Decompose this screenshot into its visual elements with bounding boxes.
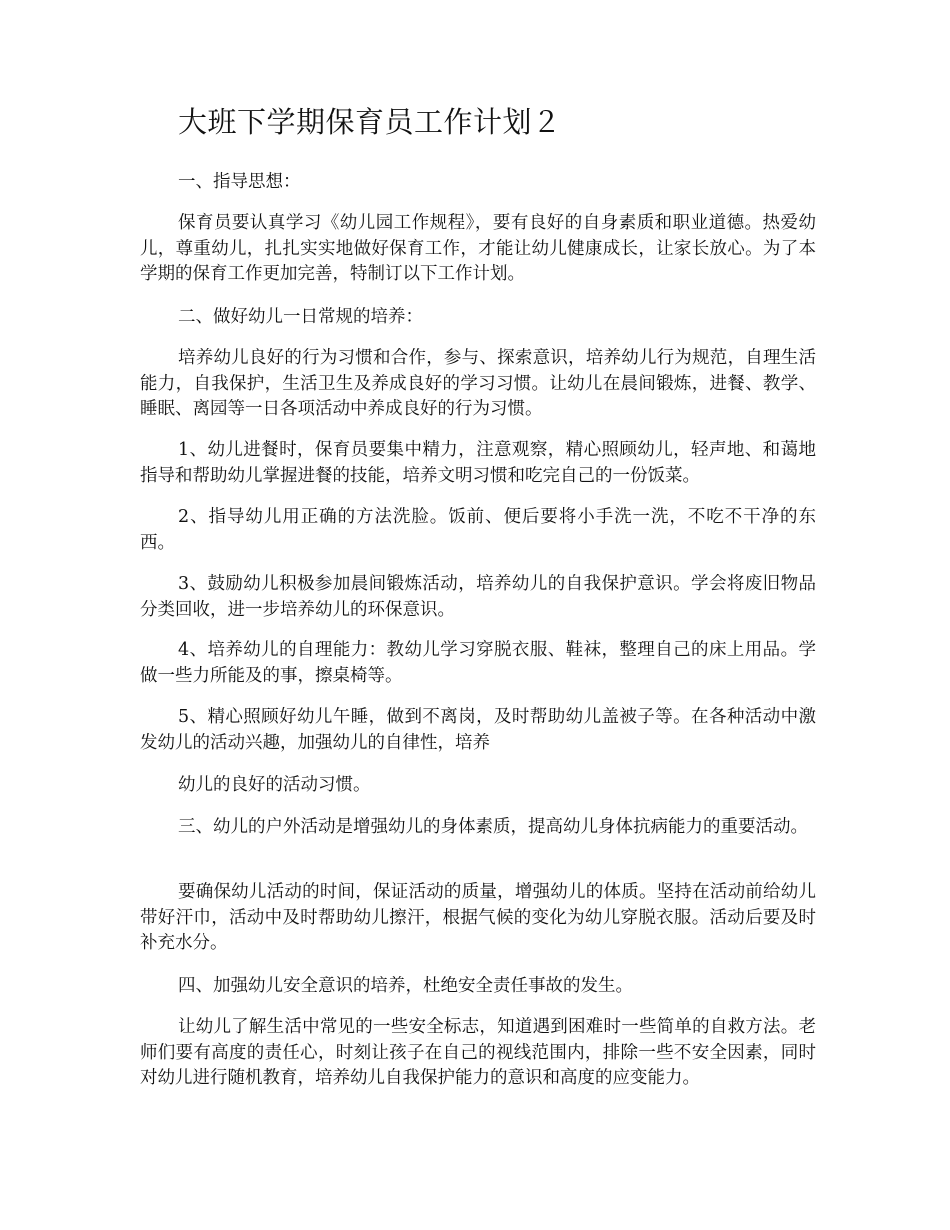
- section-heading-1: 一、指导思想：: [178, 172, 301, 192]
- paragraph-guiding-thought: 保育员要认真学习《幼儿园工作规程》，要有良好的自身素质和职业道德。热爱幼儿，尊重幼儿，扎扎实实地做好保育工作，才能让幼儿健康成长，让家长放心。为了本学期的保育工作更加完善，特制订以下工作计划。: [140, 213, 816, 284]
- document-title: 大班下学期保育员工作计划２: [178, 105, 562, 139]
- section-heading-2: 二、做好幼儿一日常规的培养：: [178, 307, 423, 327]
- paragraph-daily-routine: 培养幼儿良好的行为习惯和合作，参与、探索意识，培养幼儿行为规范，自理生活能力，自我保护，生活卫生及养成良好的学习习惯。让幼儿在晨间锻炼，进餐、教学、睡眠、离园等一日各项活动中养成良好的行为习惯。: [140, 348, 816, 419]
- list-item-5: 5、精心照顾好幼儿午睡，做到不离岗，及时帮助幼儿盖被子等。在各种活动中激发幼儿的活动兴趣，加强幼儿的自律性，培养: [140, 707, 816, 753]
- paragraph-outdoor-activity: 要确保幼儿活动的时间，保证活动的质量，增强幼儿的体质。坚持在活动前给幼儿带好汗巾，活动中及时帮助幼儿擦汗，根据气候的变化为幼儿穿脱衣服。活动后要及时补充水分。: [140, 882, 816, 953]
- paragraph-safety: 让幼儿了解生活中常见的一些安全标志，知道遇到困难时一些简单的自救方法。老师们要有高度的责任心，时刻让孩子在自己的视线范围内，排除一些不安全因素，同时对幼儿进行随机教育，培养幼儿自我保护能力的意识和高度的应变能力。: [140, 1017, 816, 1088]
- section-heading-4: 四、加强幼儿安全意识的培养，杜绝安全责任事故的发生。: [178, 976, 633, 996]
- list-item-3: 3、鼓励幼儿积极参加晨间锻炼活动，培养幼儿的自我保护意识。学会将废旧物品分类回收，进一步培养幼儿的环保意识。: [140, 574, 816, 620]
- list-item-1: 1、幼儿进餐时，保育员要集中精力，注意观察，精心照顾幼儿，轻声地、和蔼地指导和帮助幼儿掌握进餐的技能，培养文明习惯和吃完自己的一份饭菜。: [140, 440, 816, 486]
- section-heading-3: 三、幼儿的户外活动是增强幼儿的身体素质，提高幼儿身体抗病能力的重要活动。: [178, 817, 808, 837]
- list-item-2: 2、指导幼儿用正确的方法洗脸。饭前、便后要将小手洗一洗，不吃不干净的东西。: [140, 507, 816, 553]
- list-item-4: 4、培养幼儿的自理能力：教幼儿学习穿脱衣服、鞋袜，整理自己的床上用品。学做一些力所能及的事，擦桌椅等。: [140, 640, 816, 686]
- list-item-5-continued: 幼儿的良好的活动习惯。: [178, 775, 371, 795]
